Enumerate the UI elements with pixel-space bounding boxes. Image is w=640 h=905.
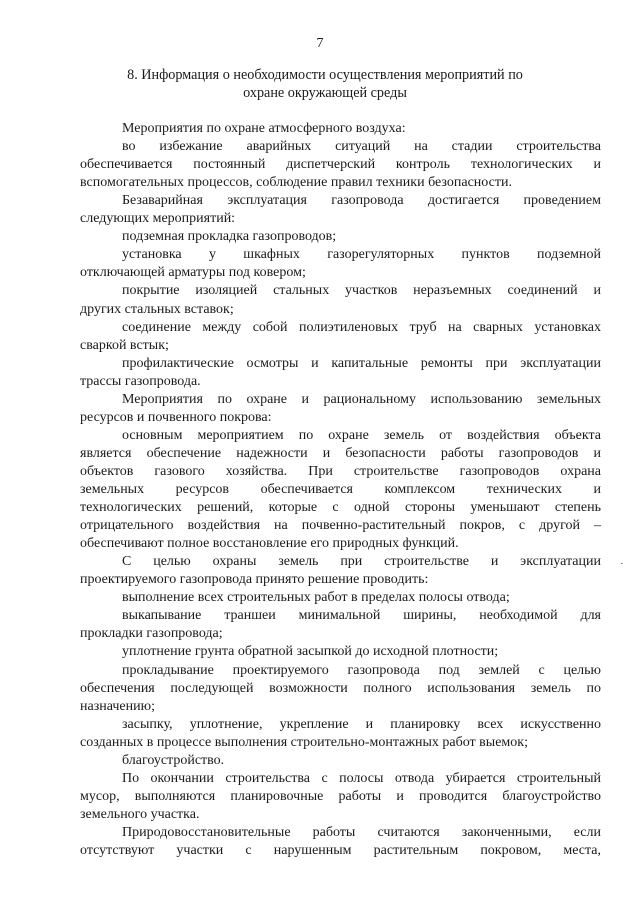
- text-line: созданных в процессе выполнения строительно-монтажных работ выемок;: [80, 734, 528, 750]
- text-line: уплотнение грунта обратной засыпкой до исходной плотности;: [122, 644, 499, 660]
- text-line: назначению;: [80, 698, 155, 714]
- text-line: других стальных вставок;: [80, 301, 234, 317]
- text-line: является обеспечение надежности и безопасности работы газопроводов и: [80, 445, 601, 461]
- heading-line-2: охране окружающей среды: [243, 85, 407, 101]
- margin-mark: ·: [620, 558, 624, 570]
- text-line: обеспечения последующей возможности полного использования земель по: [80, 680, 601, 696]
- text-line: подземная прокладка газопроводов;: [122, 229, 337, 245]
- text-line: мусор, выполняются планировочные работы и проводится благоустройство: [80, 788, 601, 804]
- page-number: 7: [316, 36, 324, 51]
- text-line: установка у шкафных газорегуляторных пунктов подземной: [122, 247, 601, 263]
- text-line: С целью охраны земель при строительстве и эксплуатации: [122, 554, 601, 570]
- text-line: отсутствуют участки с нарушенным растительным покровом, места,: [80, 843, 601, 858]
- text-line: земельного участка.: [80, 806, 200, 822]
- text-line: засыпку, уплотнение, укрепление и планировку всех искусственно: [122, 716, 601, 732]
- text-line: во избежание аварийных ситуаций на стадии строительства: [122, 139, 601, 155]
- text-line: выкапывание траншеи минимальной ширины, необходимой для: [122, 608, 601, 624]
- text-line: отрицательного воздействия на почвенно-растительный покров, с другой –: [80, 518, 601, 534]
- text-line: покрытие изоляцией стальных участков неразъемных соединений и: [122, 283, 601, 299]
- text-line: выполнение всех строительных работ в пределах полосы отвода;: [122, 590, 510, 606]
- text-line: Природовосстановительные работы считаются законченными, если: [122, 824, 601, 840]
- text-line: технологических решений, которые с одной стороны уменьшают степень: [80, 500, 601, 516]
- text-line: основным мероприятием по охране земель от воздействия объекта: [122, 427, 601, 443]
- text-line: следующих мероприятий:: [80, 211, 236, 227]
- text-line: отключающей арматуры под ковером;: [80, 265, 306, 281]
- text-line: Мероприятия по охране и рациональному использованию земельных: [122, 391, 601, 407]
- text-line: Безаварийная эксплуатация газопровода достигается проведением: [122, 193, 601, 209]
- text-line: прокладки газопровода;: [80, 626, 223, 642]
- text-line: сваркой встык;: [80, 337, 169, 353]
- text-line: Мероприятия по охране атмосферного воздуха:: [122, 121, 406, 136]
- text-line: прокладывание проектируемого газопровода под землей с целью: [122, 662, 601, 678]
- text-line: профилактические осмотры и капитальные ремонты при эксплуатации: [122, 355, 601, 371]
- text-line: обеспечивают полное восстановление его природных функций.: [80, 536, 459, 552]
- text-line: соединение между собой полиэтиленовых труб на сварных установках: [122, 319, 601, 335]
- section-heading: [100, 66, 550, 102]
- text-line: трассы газопровода.: [80, 373, 201, 389]
- text-line: земельных ресурсов обеспечивается комплексом технических и: [80, 482, 601, 497]
- text-line: проектируемого газопровода принято решение проводить:: [80, 572, 429, 588]
- heading-line-1: 8. Информация о необходимости осуществления мероприятий по: [127, 67, 523, 83]
- text-line: обеспечивается постоянный диспетчерский контроль технологических и: [80, 157, 601, 173]
- text-line: вспомогательных процессов, соблюдение правил техники безопасности.: [80, 175, 512, 191]
- text-line: По окончании строительства с полосы отвода убирается строительный: [122, 770, 601, 786]
- text-line: ресурсов и почвенного покрова:: [80, 409, 272, 425]
- text-line: объектов газового хозяйства. При строительстве газопроводов охрана: [80, 463, 601, 479]
- text-line: благоустройство.: [122, 752, 225, 768]
